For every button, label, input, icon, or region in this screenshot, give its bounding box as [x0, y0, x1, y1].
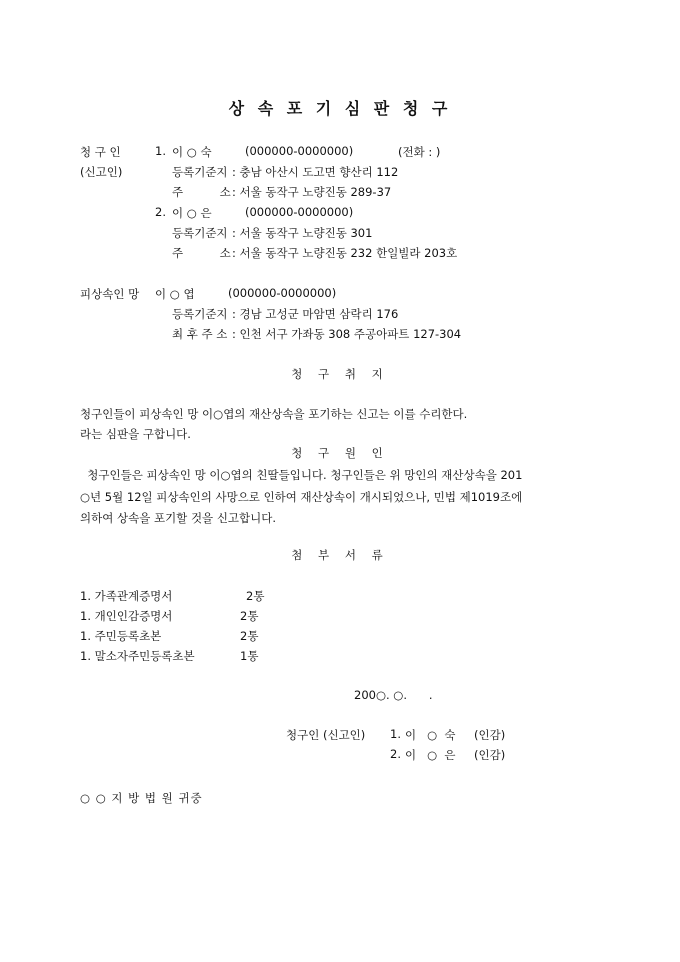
claimant-1-addr: : 서울 동작구 노량진동 289-37 [232, 185, 392, 199]
claimant-1-rrn: (000000-0000000) [245, 144, 354, 158]
claimant-2-addr: : 서울 동작구 노량진동 232 한일빌라 203호 [232, 246, 458, 260]
attachment-item-count: 2통 [246, 589, 265, 603]
attachment-item-name: 1. 주민등록초본 [80, 629, 162, 643]
signature-label: 청구인 (신고인) [286, 728, 366, 742]
purpose-line-2: 라는 심판을 구합니다. [80, 427, 191, 441]
deceased-rrn: (000000-0000000) [228, 286, 337, 300]
cause-line-2: ○년 5월 12일 피상속인의 사망으로 인하여 재산상속이 개시되었으나, 민법 제1019조에 [80, 490, 523, 504]
attachment-item-count: 2통 [240, 609, 259, 623]
purpose-line-1: 청구인들이 피상속인 망 이○엽의 재산상속을 포기하는 신고는 이를 수리한다. [80, 407, 468, 421]
claimant-1-name: 이 ○ 숙 [172, 145, 212, 159]
cause-heading: 청 구 원 인 [291, 446, 389, 460]
signature-seal: (인감) [474, 748, 506, 762]
attachment-item-count: 1통 [240, 649, 259, 663]
deceased-label: 피상속인 망 [80, 287, 140, 301]
signature-row-name: 이 ○ 은 [405, 748, 456, 762]
claimant-1-phone: (전화 : ) [398, 145, 441, 159]
attachment-item-name: 1. 개인인감증명서 [80, 609, 173, 623]
signature-seal: (인감) [474, 728, 506, 742]
claimant-label: 청 구 인 [80, 145, 121, 159]
deceased-reg-label: 등록기준지 [172, 307, 228, 321]
attachment-item-name: 1. 가족관계증명서 [80, 589, 173, 603]
cause-line-3: 의하여 상속을 포기할 것을 신고합니다. [80, 511, 277, 525]
document-title: 상 속 포 기 심 판 청 구 [228, 99, 452, 118]
deceased-reg: : 경남 고성군 마암면 삼락리 176 [232, 307, 399, 321]
attachment-item-name: 1. 말소자주민등록초본 [80, 649, 195, 663]
document-date: 200○. ○. . [354, 688, 433, 702]
court-addressee: ○ ○ 지 방 법 원 귀중 [80, 791, 203, 805]
claimant-1-reg: : 충남 아산시 도고면 향산리 112 [232, 165, 399, 179]
claimant-2-addr-label: 주 소 [172, 246, 231, 260]
attachment-item-count: 2통 [240, 629, 259, 643]
claimant-2-name: 이 ○ 은 [172, 206, 212, 220]
claimant-2-reg: : 서울 동작구 노량진동 301 [232, 226, 373, 240]
cause-line-1: 청구인들은 피상속인 망 이○엽의 친딸들입니다. 청구인들은 위 망인의 재산상속을 201 [80, 468, 523, 482]
claimant-2-rrn: (000000-0000000) [245, 205, 354, 219]
claimant-2-reg-label: 등록기준지 [172, 226, 228, 240]
reporter-label: (신고인) [80, 165, 123, 179]
deceased-addr-label: 최 후 주 소 [172, 327, 228, 341]
signature-row-no: 1. [390, 727, 401, 741]
claimant-1-reg-label: 등록기준지 [172, 165, 228, 179]
deceased-addr: : 인천 서구 가좌동 308 주공아파트 127-304 [232, 327, 462, 341]
attachments-heading: 첨 부 서 류 [291, 548, 389, 562]
claimant-1-no: 1. [155, 144, 166, 158]
claimant-1-addr-label: 주 소 [172, 185, 231, 199]
signature-row-name: 이 ○ 숙 [405, 728, 456, 742]
signature-row-no: 2. [390, 747, 401, 761]
deceased-name: 이 ○ 엽 [155, 287, 195, 301]
claimant-2-no: 2. [155, 205, 166, 219]
purpose-heading: 청 구 취 지 [291, 367, 389, 381]
